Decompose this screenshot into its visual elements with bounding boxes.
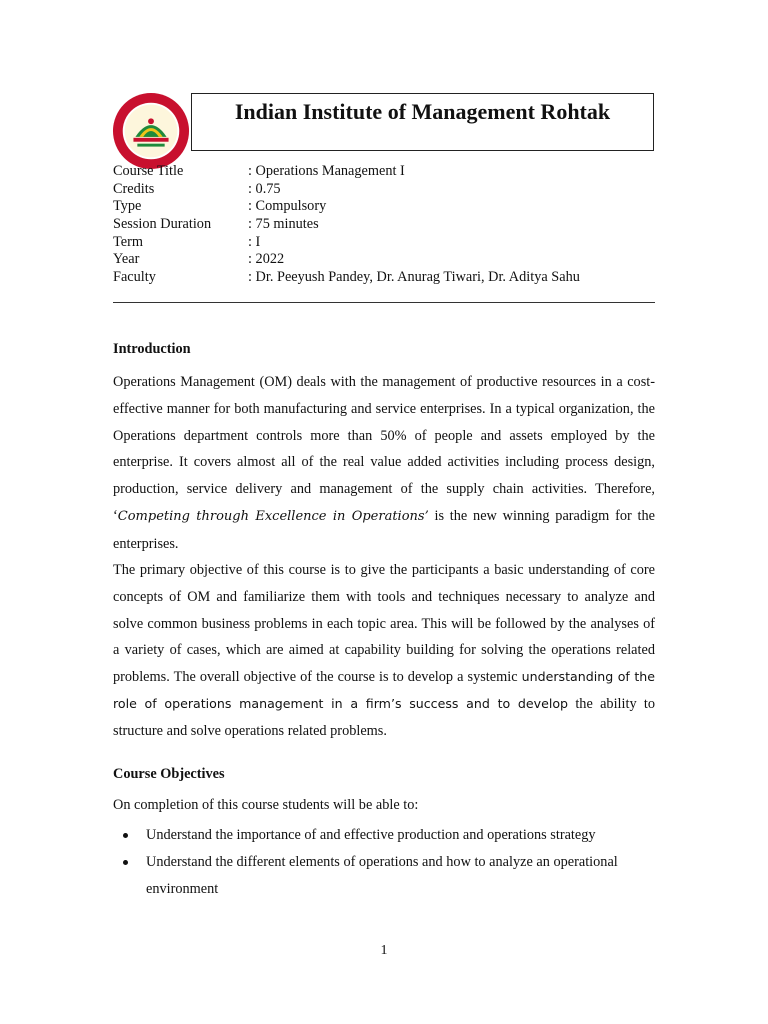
- introduction-paragraph-2: [113, 557, 655, 745]
- page-number: 1: [380, 943, 388, 958]
- course-details: [113, 163, 658, 287]
- detail-row-credits: [113, 181, 658, 199]
- paragraph-text: is the new winning paradigm for the enterprises.: [113, 507, 655, 552]
- introduction-heading: Introduction: [113, 341, 191, 357]
- detail-row-course-title: [113, 163, 658, 181]
- detail-label: Session Duration: [113, 216, 212, 233]
- title-box: [191, 93, 654, 151]
- detail-value: : 75 minutes: [248, 216, 319, 233]
- objectives-intro: On completion of this course students will be able to:: [113, 797, 419, 813]
- detail-label: Faculty: [113, 269, 156, 286]
- objectives-list: [113, 822, 655, 902]
- list-item: Understand the importance of and effective production and operations strategy: [113, 822, 655, 849]
- detail-label: Year: [113, 251, 140, 268]
- detail-value: : I: [248, 233, 261, 250]
- detail-row-session-duration: [113, 216, 658, 234]
- horizontal-divider: [113, 302, 655, 303]
- sans-phrase: understanding of the role of operations management in a firm’s success and to develop: [113, 669, 655, 711]
- detail-row-term: [113, 234, 658, 252]
- detail-value: : Dr. Peeyush Pandey, Dr. Anurag Tiwari, Dr. Aditya Sahu: [248, 269, 580, 286]
- paragraph-text: Operations Management (OM) deals with the management of productive resources in a cost-effective manner for both manufacturing and service enterprises. In a typical organization, the Operations department controls more than 50% of people and assets employed by the enterprise. It covers almost all of the real value added activities including process design, production, service delivery and management of the supply chain activities. Therefore, ‘: [113, 374, 655, 524]
- iim-rohtak-logo-icon: [112, 92, 190, 170]
- detail-label: Term: [113, 233, 143, 250]
- detail-value: : 0.75: [248, 180, 281, 197]
- detail-label: Type: [113, 198, 142, 215]
- detail-row-year: [113, 251, 658, 269]
- detail-row-faculty: [113, 269, 658, 287]
- detail-value: : Operations Management I: [248, 163, 405, 179]
- detail-row-type: [113, 198, 658, 216]
- institute-title: Indian Institute of Management Rohtak: [234, 99, 611, 124]
- detail-value: : Compulsory: [248, 198, 327, 215]
- detail-label: Course Title: [113, 163, 184, 179]
- introduction-paragraph-1: [113, 369, 655, 558]
- objectives-heading: Course Objectives: [113, 766, 225, 782]
- detail-value: : 2022: [248, 251, 285, 268]
- paragraph-text: the ability to structure and solve operations related problems.: [113, 695, 655, 739]
- paragraph-text: The primary objective of this course is to give the participants a basic understanding of core concepts of OM and familiarize them with tools and techniques necessary to analyze and solve common business problems in each topic area. This will be followed by the analyses of a variety of cases, which are aimed at capability building for solving the operations related problems. The overall objective of the course is to develop a systemic: [113, 562, 655, 686]
- list-item: Understand the different elements of operations and how to analyze an operational environment: [113, 849, 655, 903]
- detail-label: Credits: [113, 180, 155, 197]
- italic-phrase: Competing through Excellence in Operations’: [117, 508, 429, 524]
